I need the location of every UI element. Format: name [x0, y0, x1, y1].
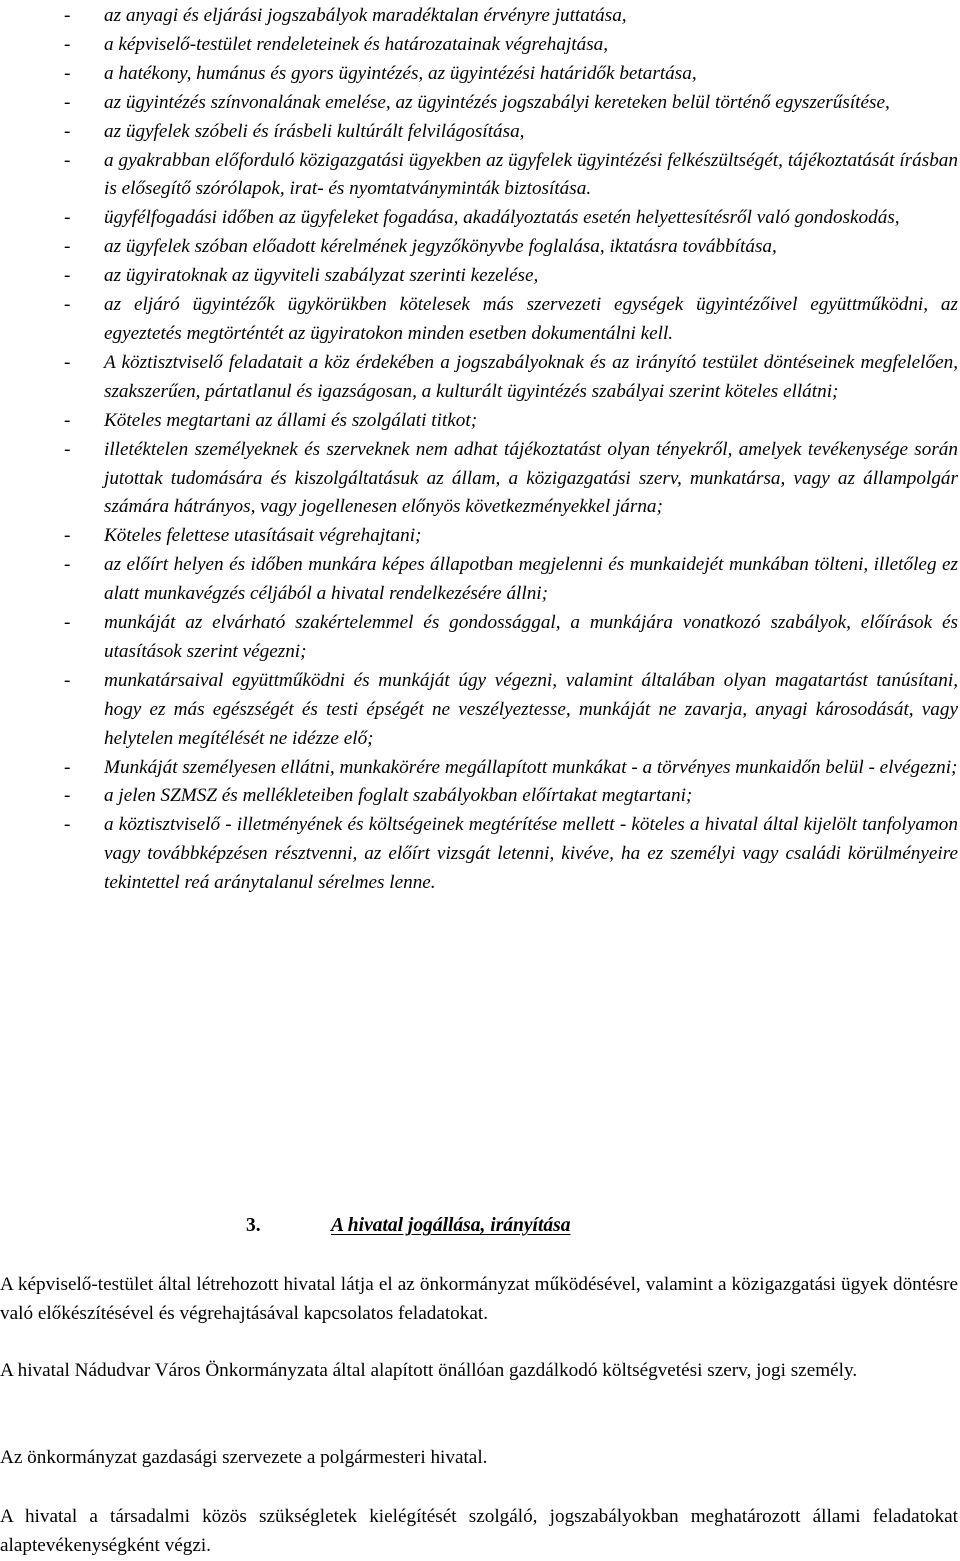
list-item-text: a gyakrabban előforduló közigazgatási ügyekben az ügyfelek ügyintézési felkészültségét, tájékoztatását írásban is elősegítő szórólapok, irat- és nyomtatványminták biztosítása. [104, 149, 958, 200]
list-item-text: az ügyfelek szóbeli és írásbeli kultúrált felvilágosítása, [104, 120, 525, 142]
duties-list [0, 2, 958, 898]
list-item [0, 407, 958, 436]
list-item [0, 60, 958, 89]
list-item [0, 667, 958, 754]
list-bullet: - [64, 33, 71, 55]
list-item-text: Köteles megtartani az állami és szolgálati titkot; [104, 409, 478, 431]
list-item-text: ügyfélfogadási időben az ügyfeleket fogadása, akadályoztatás esetén helyettesítésről való gondoskodás, [104, 207, 900, 229]
body-paragraph: A hivatal a társadalmi közös szükségletek kielégítését szolgáló, jogszabályokban meghatározott állami feladatokat alaptevékenységként végzi. [0, 1506, 958, 1556]
list-item [0, 349, 958, 407]
list-item [0, 436, 958, 523]
list-item-text: a köztisztviselő - illetményének és költségeinek megtérítése mellett - köteles a hivatal által kijelölt tanfolyamon vagy továbbképzésen résztvenni, az előírt vizsgát letenni, kivéve, ha ez személyi vagy családi körülményeire tekintettel reá aránytalanul sérelmes lenne. [104, 814, 958, 894]
list-bullet: - [64, 207, 71, 229]
list-item-text: az ügyiratoknak az ügyviteli szabályzat szerinti kezelése, [104, 265, 539, 287]
list-item [0, 2, 958, 31]
list-bullet: - [64, 669, 71, 691]
list-item-text: munkáját az elvárható szakértelemmel és gondossággal, a munkájára vonatkozó szabályok, előírások és utasítások szerint végezni; [104, 612, 958, 662]
list-item [0, 89, 958, 118]
body-paragraph: A képviselő-testület által létrehozott hivatal látja el az önkormányzat működésével, valamint a közigazgatási ügyek döntésre való előkészítésével és végrehajtásával kapcsolatos feladatokat. [0, 1274, 958, 1324]
list-item [0, 782, 958, 811]
list-bullet: - [64, 785, 71, 807]
list-item-text: Munkáját személyesen ellátni, munkakörére megállapított munkákat - a törvényes munkaidőn belül - elvégezni; [104, 756, 958, 778]
list-item-text: illetéktelen személyeknek és szerveknek nem adhat tájékoztatást olyan tényekről, amelyek tevékenysége során jutottak tudomására és kiszolgáltatásuk az állam, a közigazgatási szerv, munkatársa, vagy az állampolgár számára hátrányos, vagy jogellenesen előnyös következményekkel járna; [104, 438, 958, 518]
list-item [0, 118, 958, 147]
list-bullet: - [64, 120, 71, 142]
list-item [0, 754, 958, 783]
list-item [0, 262, 958, 291]
list-item [0, 291, 958, 349]
list-bullet: - [64, 554, 71, 576]
list-bullet: - [64, 409, 71, 431]
list-item-text: A köztisztviselő feladatait a köz érdekében a jogszabályoknak és az irányító testület döntéseinek megfelelően, szakszerűen, pártatlanul és igazságosan, a kulturált ügyintézés szabályai szerint köteles ellátni; [104, 351, 958, 402]
list-item-text: az előírt helyen és időben munkára képes állapotban megjelenni és munkaidejét munkában tölteni, illetőleg ez alatt munkavégzés céljából a hivatal rendelkezésére állni; [104, 554, 958, 605]
list-bullet: - [64, 438, 71, 460]
list-item [0, 233, 958, 262]
list-bullet: - [64, 351, 71, 373]
list-item-text: a képviselő-testület rendeleteinek és határozatainak végrehajtása, [104, 33, 609, 55]
list-item-text: az eljáró ügyintézők ügykörükben kötelesek más szervezeti egységek ügyintézőivel együttműködni, az egyeztetés megtörténtét az ügyiratokon minden esetben dokumentálni kell. [104, 294, 958, 344]
list-bullet: - [64, 525, 71, 547]
body-paragraph: Az önkormányzat gazdasági szervezete a polgármesteri hivatal. [0, 1447, 488, 1468]
list-bullet: - [64, 91, 71, 113]
list-bullet: - [64, 236, 71, 258]
list-bullet: - [64, 265, 71, 287]
list-bullet: - [64, 5, 71, 26]
list-item-text: a hatékony, humánus és gyors ügyintézés, az ügyintézési határidők betartása, [104, 62, 697, 84]
list-bullet: - [64, 149, 71, 171]
list-bullet: - [64, 814, 71, 836]
section-number: 3. [246, 1215, 261, 1236]
list-item-text: az ügyfelek szóban előadott kérelmének jegyzőkönyvbe foglalása, iktatásra továbbítása, [104, 236, 777, 258]
list-bullet: - [64, 612, 71, 634]
list-item [0, 31, 958, 60]
list-item [0, 147, 958, 205]
list-item-text: az ügyintézés színvonalának emelése, az ügyintézés jogszabályi kereteken belül történő egyszerűsítése, [104, 91, 890, 113]
list-item-text: az anyagi és eljárási jogszabályok maradéktalan érvényre juttatása, [104, 5, 627, 26]
list-bullet: - [64, 756, 71, 778]
list-item [0, 551, 958, 609]
list-item-text: a jelen SZMSZ és mellékleteiben foglalt szabályokban előírtakat megtartani; [104, 785, 693, 807]
list-bullet: - [64, 62, 71, 84]
list-item [0, 204, 958, 233]
list-bullet: - [64, 294, 71, 316]
list-item [0, 609, 958, 667]
list-item [0, 811, 958, 898]
list-item [0, 522, 958, 551]
section-title: A hivatal jogállása, irányítása [331, 1215, 571, 1236]
list-item-text: munkatársaival együttműködni és munkáját úgy végezni, valamint általában olyan magatartást tanúsítani, hogy ez más egészségét és testi épségét ne veszélyeztesse, munkáját ne zavarja, anyagi károsodását, vagy helytelen megítélését ne idézze elő; [104, 669, 958, 749]
list-item-text: Köteles felettese utasításait végrehajtani; [104, 525, 422, 547]
body-paragraph: A hivatal Nádudvar Város Önkormányzata által alapított önállóan gazdálkodó költségvetési szerv, jogi személy. [0, 1360, 858, 1381]
